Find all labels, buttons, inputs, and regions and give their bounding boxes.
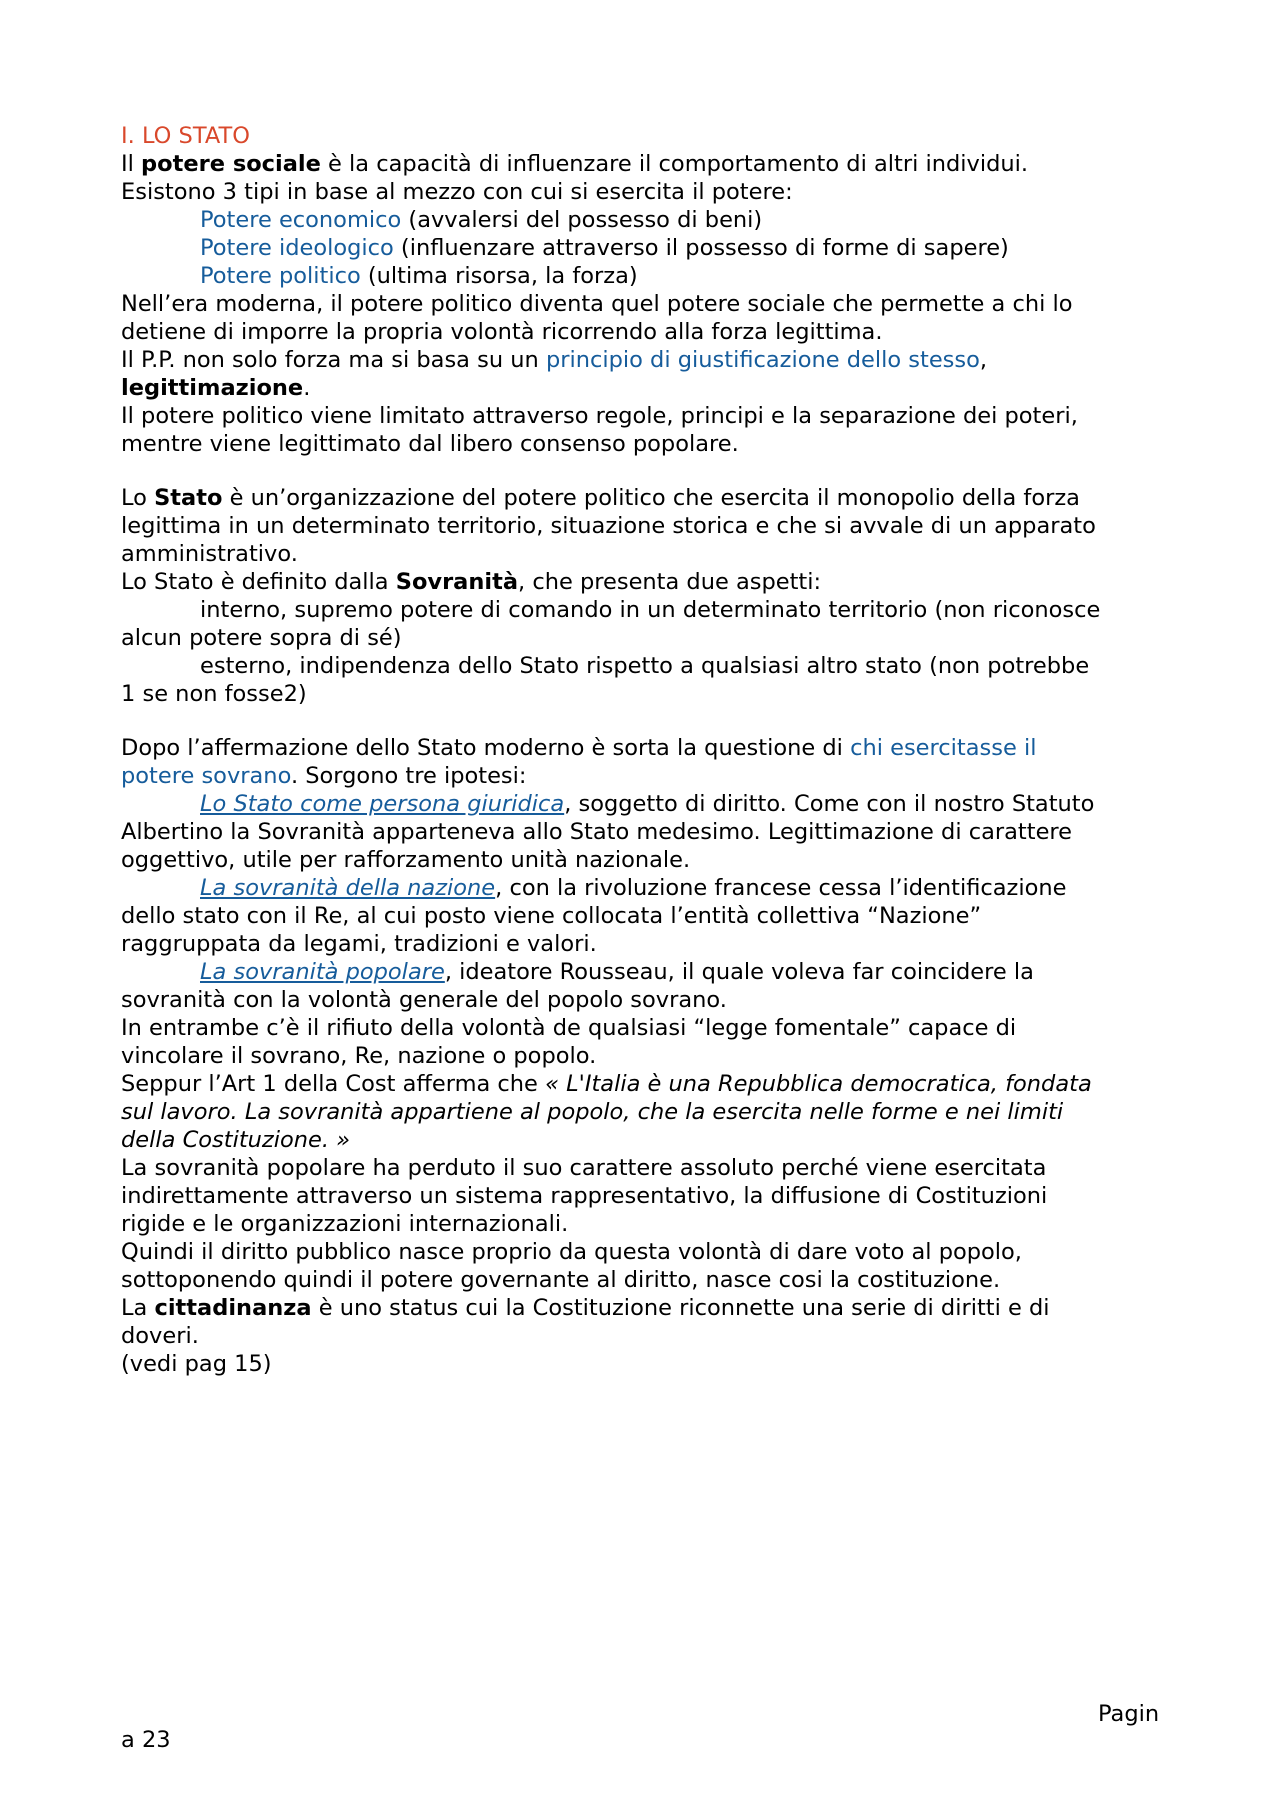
- paragraph-limitato-l2: mentre viene legittimato dal libero consenso popolare.: [121, 431, 739, 457]
- spacer: [121, 708, 1166, 734]
- hypothesis-nazione-l1: [121, 874, 1166, 902]
- paragraph-sovranita-popolare-l2: indirettamente attraverso un sistema rappresentativo, la diffusione di Costituzioni: [121, 1183, 1048, 1209]
- paragraph-stato-l1: [121, 484, 1166, 512]
- paragraph-diritto-pubblico-l1: Quindi il diritto pubblico nasce proprio da questa volontà di dare voto al popolo,: [121, 1239, 1022, 1265]
- highlight-term: principio di giustificazione dello stesso: [545, 347, 980, 373]
- quote-text: sul lavoro. La sovranità appartiene al popolo, che la esercita nelle forme e nei limiti: [121, 1099, 1064, 1125]
- highlight-term: potere sovrano: [121, 763, 291, 789]
- bold-term: Sovranità: [395, 569, 519, 595]
- page-footer-right: Pagin: [1098, 1701, 1160, 1727]
- paragraph-limitato-l1: Il potere politico viene limitato attraverso regole, principi e la separazione dei poteri,: [121, 403, 1078, 429]
- paragraph-stato-l3: amministrativo.: [121, 541, 298, 567]
- paragraph-sovranita-popolare-l3: rigide e le organizzazioni internazionali.: [121, 1211, 569, 1237]
- paragraph-sovranita: [121, 568, 1166, 596]
- link-sovranita-popolare[interactable]: La sovranità popolare: [200, 959, 445, 985]
- paragraph-sovranita-popolare-l1: La sovranità popolare ha perduto il suo carattere assoluto perché viene esercitata: [121, 1155, 1047, 1181]
- aspect-interno-l1: interno, supremo potere di comando in un determinato territorio (non riconosce: [200, 597, 1101, 623]
- bold-term: Stato: [154, 485, 223, 511]
- bold-term: legittimazione: [121, 375, 304, 401]
- text: . Sorgono tre ipotesi:: [290, 763, 527, 789]
- page-footer-left: a 23: [121, 1727, 171, 1753]
- paragraph-pp-l2: [121, 374, 1166, 402]
- text: , soggetto di diritto. Come con il nostro Statuto: [564, 791, 1095, 817]
- paragraph-art1-l3: [121, 1126, 1166, 1154]
- text: Il: [121, 151, 142, 177]
- spacer: [121, 458, 1166, 484]
- quote-text: « L'Italia è una Repubblica democratica, fondata: [545, 1071, 1092, 1097]
- hypothesis-persona-giuridica-l1: [121, 790, 1166, 818]
- hypothesis-nazione-l2: dello stato con il Re, al cui posto viene collocata l’entità collettiva “Nazione”: [121, 903, 982, 929]
- power-type-economico: [121, 206, 1166, 234]
- power-type-ideologico: [121, 234, 1166, 262]
- paragraph-art1-l1: [121, 1070, 1166, 1098]
- power-type-desc: (avvalersi del possesso di beni): [401, 207, 763, 233]
- power-type-desc: (influenzare attraverso il possesso di forme di sapere): [393, 235, 1009, 261]
- document-page: [121, 122, 1166, 1378]
- paragraph-entrambe-l2: vincolare il sovrano, Re, nazione o popolo.: [121, 1043, 597, 1069]
- text: Dopo l’affermazione dello Stato moderno è sorta la questione di: [121, 735, 851, 761]
- power-type-desc: (ultima risorsa, la forza): [360, 263, 638, 289]
- hypothesis-popolare-l2: sovranità con la volontà generale del popolo sovrano.: [121, 987, 727, 1013]
- hypothesis-nazione-l3: raggruppata da legami, tradizioni e valori.: [121, 931, 597, 957]
- paragraph-stato-l2: legittima in un determinato territorio, situazione storica e che si avvale di un apparato: [121, 513, 1096, 539]
- text: Lo Stato è definito dalla: [121, 569, 396, 595]
- paragraph-dopo-l2: [121, 762, 1166, 790]
- text: , con la rivoluzione francese cessa l’identificazione: [495, 875, 1067, 901]
- paragraph-pp-l1: [121, 346, 1166, 374]
- paragraph-entrambe-l1: In entrambe c’è il rifiuto della volontà de qualsiasi “legge fomentale” capace di: [121, 1015, 1017, 1041]
- paragraph-vedi-pag: (vedi pag 15): [121, 1351, 272, 1377]
- power-type-name: Potere ideologico: [200, 235, 394, 261]
- quote-text: della Costituzione. »: [121, 1127, 351, 1153]
- text: La: [121, 1295, 155, 1321]
- bold-term: potere sociale: [141, 151, 321, 177]
- aspect-esterno-l2: 1 se non fosse2): [121, 681, 307, 707]
- hypothesis-popolare-l1: [121, 958, 1166, 986]
- link-persona-giuridica[interactable]: Lo Stato come persona giuridica: [200, 791, 565, 817]
- text: Il P.P. non solo forza ma si basa su un: [121, 347, 546, 373]
- highlight-term: chi esercitasse il: [850, 735, 1037, 761]
- paragraph-art1-l2: [121, 1098, 1166, 1126]
- hypothesis-persona-giuridica-l3: oggettivo, utile per rafforzamento unità nazionale.: [121, 847, 691, 873]
- paragraph-era-moderna-l1: Nell’era moderna, il potere politico diventa quel potere sociale che permette a chi lo: [121, 291, 1073, 317]
- paragraph-cittadinanza-l1: [121, 1294, 1166, 1322]
- power-type-name: Potere politico: [200, 263, 361, 289]
- bold-term: cittadinanza: [154, 1295, 312, 1321]
- text: , che presenta due aspetti:: [518, 569, 822, 595]
- text: Lo: [121, 485, 155, 511]
- power-type-politico: [121, 262, 1166, 290]
- text: , ideatore Rousseau, il quale voleva far coincidere la: [444, 959, 1034, 985]
- hypothesis-persona-giuridica-l2: Albertino la Sovranità apparteneva allo Stato medesimo. Legittimazione di carattere: [121, 819, 1073, 845]
- aspect-interno-l2: alcun potere sopra di sé): [121, 625, 402, 651]
- paragraph-potere-sociale: [121, 150, 1166, 178]
- text: è uno status cui la Costituzione riconnette una serie di diritti e di: [311, 1295, 1050, 1321]
- section-title: I. LO STATO: [121, 123, 250, 149]
- text: Seppur l’Art 1 della Cost afferma che: [121, 1071, 546, 1097]
- link-sovranita-nazione[interactable]: La sovranità della nazione: [200, 875, 496, 901]
- paragraph-cittadinanza-l2: doveri.: [121, 1323, 199, 1349]
- aspect-esterno-l1: esterno, indipendenza dello Stato rispetto a qualsiasi altro stato (non potrebbe: [200, 653, 1090, 679]
- paragraph-tipi: Esistono 3 tipi in base al mezzo con cui si esercita il potere:: [121, 179, 793, 205]
- paragraph-dopo-l1: [121, 734, 1166, 762]
- paragraph-era-moderna-l2: detiene di imporre la propria volontà ricorrendo alla forza legittima.: [121, 319, 883, 345]
- paragraph-diritto-pubblico-l2: sottoponendo quindi il potere governante al diritto, nasce cosi la costituzione.: [121, 1267, 1001, 1293]
- text: .: [303, 375, 311, 401]
- power-type-name: Potere economico: [200, 207, 402, 233]
- text: ,: [979, 347, 988, 373]
- text: è la capacità di influenzare il comportamento di altri individui.: [320, 151, 1029, 177]
- text: è un’organizzazione del potere politico che esercita il monopolio della forza: [222, 485, 1080, 511]
